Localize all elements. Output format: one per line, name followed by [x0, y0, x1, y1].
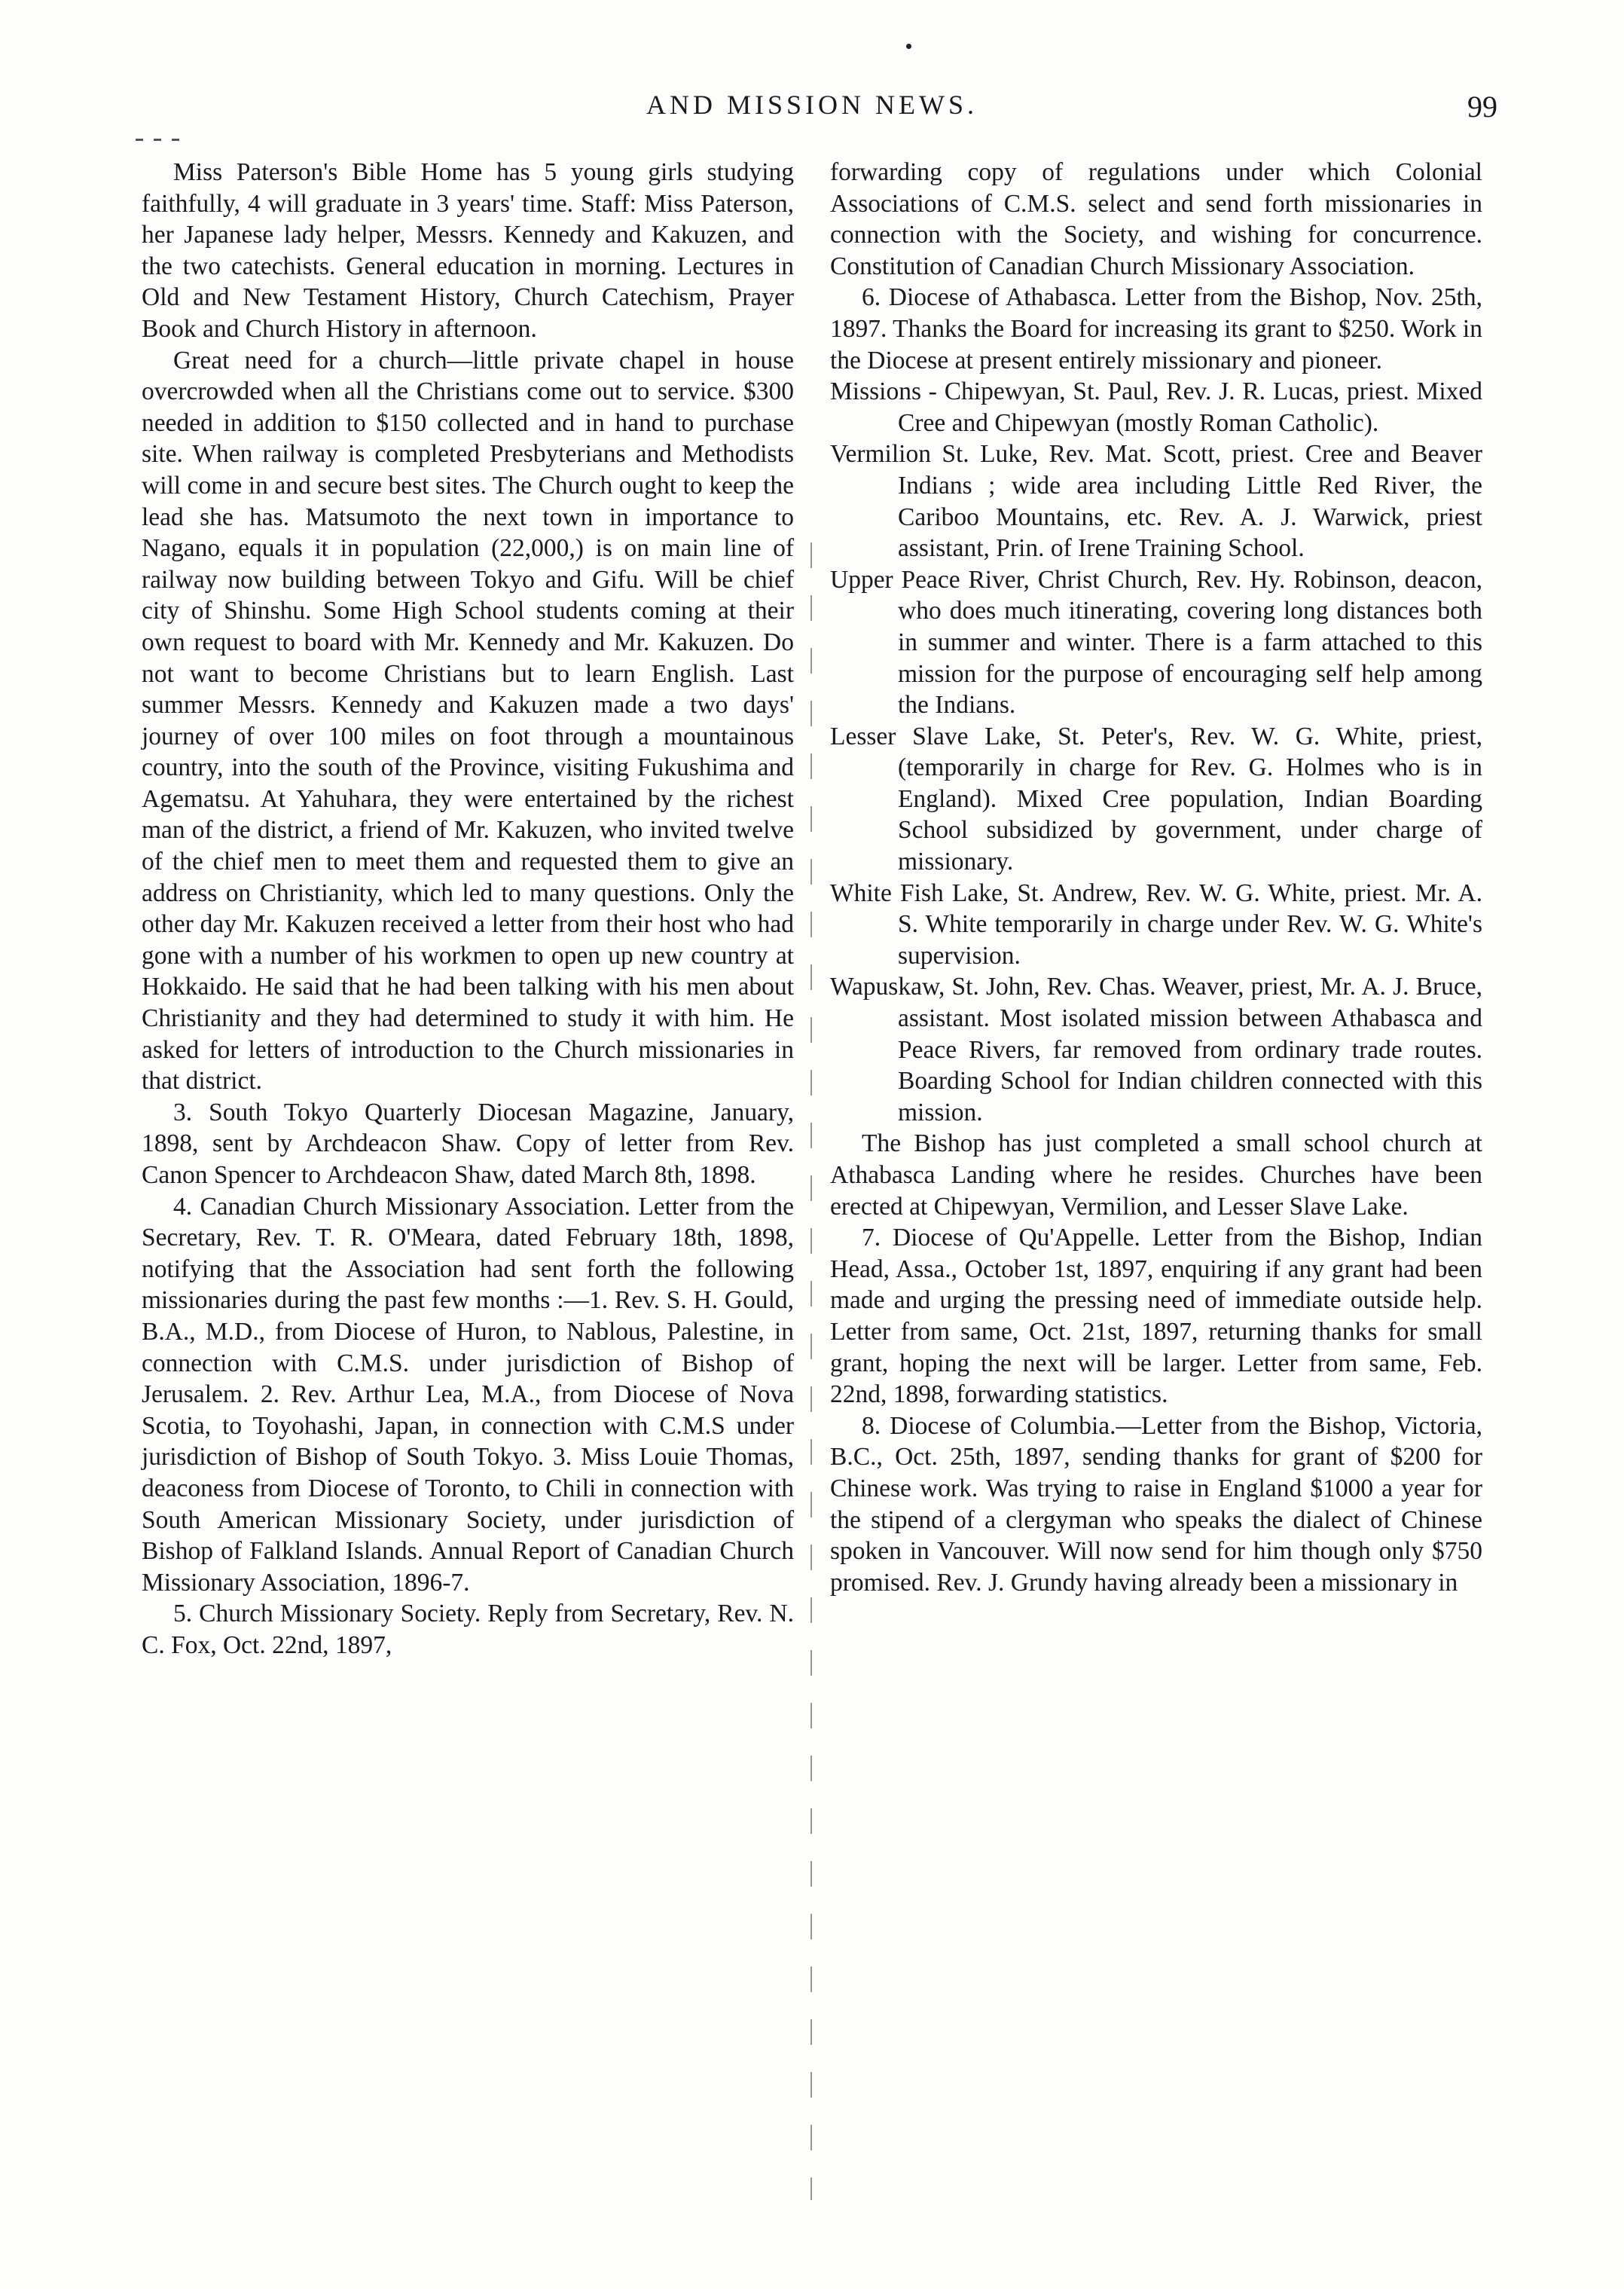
- mission-wapuskaw: Wapuskaw, St. John, Rev. Chas. Weaver, priest, Mr. A. J. Bruce, assistant. Most isolated mission between Athabasca and Peace Rivers, far removed from ordinary trade routes. Boarding School for Indian children connected with this mission.: [830, 973, 1482, 1126]
- paragraph-item-5: 5. Church Missionary Society. Reply from Secretary, Rev. N. C. Fox, Oct. 22nd, 1897,: [142, 1600, 794, 1659]
- print-dash-mark: [136, 139, 188, 141]
- left-column: [142, 157, 794, 1661]
- paragraph-item-7: 7. Diocese of Qu'Appelle. Letter from the Bishop, Indian Head, Assa., October 1st, 1897, enquiring if any grant had been made and urging the pressing need of immediate outside help. Letter from same, Oct. 21st, 1897, returning thanks for small grant, hoping the next will be larger. Letter from same, Feb. 22nd, 1898, forwarding statistics.: [830, 1224, 1482, 1409]
- page-header: [0, 89, 1624, 134]
- paragraph-item-4: 4. Canadian Church Missionary Association. Letter from the Secretary, Rev. T. R. O'Meara, dated February 18th, 1898, notifying that the Association had sent forth the following missionaries during the past few months :—1. Rev. S. H. Gould, B.A., M.D., from Diocese of Huron, to Nablous, Palestine, in connection with C.M.S. under jurisdiction of Bishop of Jerusalem. 2. Rev. Arthur Lea, M.A., from Diocese of Nova Scotia, to Toyohashi, Japan, in connection with C.M.S under jurisdiction of Bishop of South Tokyo. 3. Miss Louie Thomas, deaconess from Diocese of Toronto, to Chili in connection with South American Missionary Society, under jurisdiction of Bishop of Falkland Islands. Annual Report of Canadian Church Missionary Association, 1896-7.: [142, 1192, 794, 1597]
- page-number: 99: [1467, 90, 1497, 124]
- mission-chipewyan: Missions - Chipewyan, St. Paul, Rev. J. R. Lucas, priest. Mixed Cree and Chipewyan (mostly Roman Catholic).: [830, 377, 1482, 437]
- mission-vermilion: Vermilion St. Luke, Rev. Mat. Scott, priest. Cree and Beaver Indians ; wide area including Little Red River, the Cariboo Mountains, etc. Rev. A. J. Warwick, priest assistant, Prin. of Irene Training School.: [830, 440, 1482, 563]
- paragraph-church-need: Great need for a church—little private chapel in house overcrowded when all the Christians come out to service. $300 needed in addition to $150 collected and in hand to purchase site. When railway is completed Presbyterians and Methodists will come in and secure best sites. The Church ought to keep the lead she has. Matsumoto the next town in importance to Nagano, equals it in population (22,000,) is on main line of railway now building between Tokyo and Gifu. Will be chief city of Shinshu. Some High School students coming at their own request to board with Mr. Kennedy and Mr. Kakuzen. Do not want to become Christians but to learn English. Last summer Messrs. Kennedy and Kakuzen made a two days' journey of over 100 miles on foot through a mountainous country, into the south of the Province, visiting Fukushima and Agematsu. At Yahuhara, they were entertained by the richest man of the district, a friend of Mr. Kakuzen, who invited twelve of the chief men to meet them and requested them to give an address on Christianity, which led to many questions. Only the other day Mr. Kakuzen received a letter from their host who had gone with a number of his workmen to open up new country at Hokkaido. He said that he had been talking with his men about Christianity and they had determined to study it with him. He asked for letters of introduction to the Church missionaries in that district.: [142, 346, 794, 1096]
- mission-upper-peace-river: Upper Peace River, Christ Church, Rev. Hy. Robinson, deacon, who does much itinerating, covering long distances both in summer and winter. There is a farm attached to this mission for the purpose of encouraging self help among the Indians.: [830, 565, 1482, 720]
- paragraph-item-6: 6. Diocese of Athabasca. Letter from the Bishop, Nov. 25th, 1897. Thanks the Board for increasing its grant to $250. Work in the Diocese at present entirely missionary and pioneer.: [830, 283, 1482, 374]
- paragraph-item-3: 3. South Tokyo Quarterly Diocesan Magazine, January, 1898, sent by Archdeacon Shaw. Copy of letter from Rev. Canon Spencer to Archdeacon Shaw, dated March 8th, 1898.: [142, 1098, 794, 1189]
- paragraph-bishop-note: The Bishop has just completed a small school church at Athabasca Landing where he resides. Churches have been erected at Chipewyan, Vermilion, and Lesser Slave Lake.: [830, 1129, 1482, 1221]
- paragraph-bible-home: Miss Paterson's Bible Home has 5 young girls studying faithfully, 4 will graduate in 3 years' time. Staff: Miss Paterson, her Japanese lady helper, Messrs. Kennedy and Kakuzen, and the two catechists. General education in morning. Lectures in Old and New Testament History, Church Catechism, Prayer Book and Church History in afternoon.: [142, 158, 794, 343]
- right-column: [830, 157, 1482, 1598]
- running-head: AND MISSION NEWS.: [646, 90, 978, 120]
- column-rule: [810, 542, 812, 2200]
- paragraph-item-8: 8. Diocese of Columbia.—Letter from the Bishop, Victoria, B.C., Oct. 25th, 1897, sending thanks for grant of $200 for Chinese work. Was trying to raise in England $1000 a year for the stipend of a clergyman who speaks the dialect of Chinese spoken in Vancouver. Will now send for him though only $750 promised. Rev. J. Grundy having already been a missionary in: [830, 1411, 1482, 1597]
- print-speck: [906, 44, 911, 49]
- mission-white-fish-lake: White Fish Lake, St. Andrew, Rev. W. G. White, priest. Mr. A. S. White temporarily in charge under Rev. W. G. White's supervision.: [830, 879, 1482, 970]
- paragraph-continuation: forwarding copy of regulations under which Colonial Associations of C.M.S. select and send forth missionaries in connection with the Society, and wishing for concurrence. Constitution of Canadian Church Missionary Association.: [830, 158, 1482, 280]
- mission-lesser-slave-lake: Lesser Slave Lake, St. Peter's, Rev. W. G. White, priest, (temporarily in charge for Rev. G. Holmes who is in England). Mixed Cree population, Indian Boarding School subsidized by government, under charge of missionary.: [830, 722, 1482, 876]
